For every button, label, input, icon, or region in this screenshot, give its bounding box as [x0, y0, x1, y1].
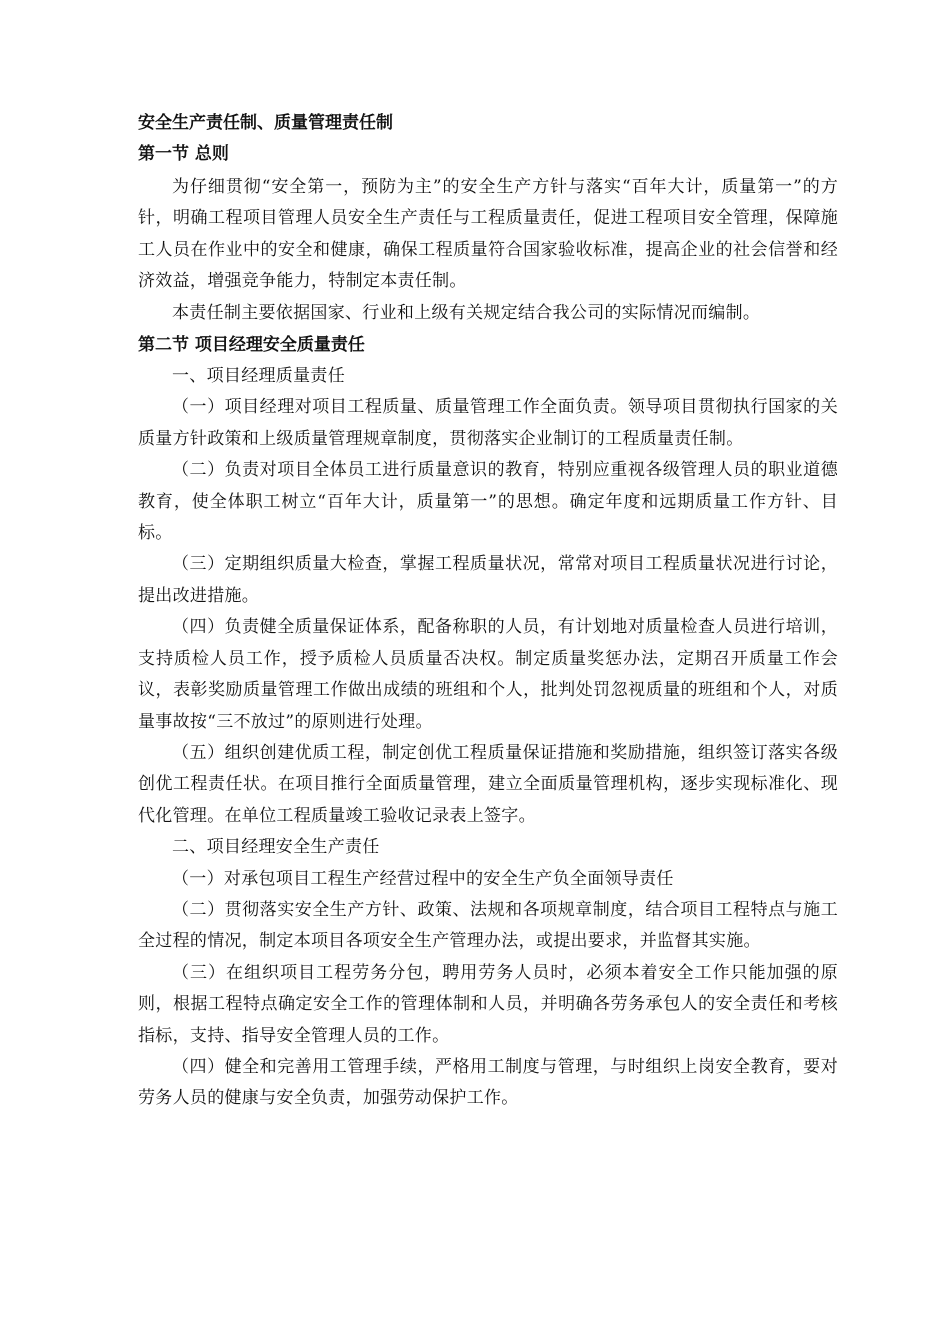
subsection-heading-quality: 一、项目经理质量责任 [172, 366, 345, 387]
list-item: （四）负责健全质量保证体系，配备称职的人员，有计划地对质量检查人员进行培训，支持质检人员工作，授予质检人员质量否决权。制定质量奖惩办法，定期召开质量工作会议，表彰奖励质量管理工作做出成绩的班组和个人，批判处罚忽视质量的班组和个人，对质量事故按“三不放过”的原则进行处理。 [138, 617, 838, 732]
list-item: （一）项目经理对项目工程质量、质量管理工作全面负责。领导项目贯彻执行国家的关质量方针政策和上级质量管理规章制度，贯彻落实企业制订的工程质量责任制。 [138, 397, 838, 449]
paragraph: 为仔细贯彻“安全第一，预防为主”的安全生产方针与落实“百年大计，质量第一”的方针，明确工程项目管理人员安全生产责任与工程质量责任，促进工程项目安全管理，保障施工人员在作业中的安全和健康，确保工程质量符合国家验收标准，提高企业的社会信誉和经济效益，增强竞争能力，特制定本责任制。 [138, 177, 838, 292]
document-page [138, 110, 838, 1115]
list-item: （二）负责对项目全体员工进行质量意识的教育，特别应重视各级管理人员的职业道德教育，使全体职工树立“百年大计，质量第一”的思想。确定年度和远期质量工作方针、目标。 [138, 460, 838, 544]
section-2-heading: 第二节 项目经理安全质量责任 [138, 335, 365, 356]
list-item: （三）定期组织质量大检查，掌握工程质量状况，常常对项目工程质量状况进行讨论，提出改进措施。 [138, 554, 838, 606]
subsection-heading-safety: 二、项目经理安全生产责任 [172, 837, 380, 858]
list-item: （三）在组织项目工程劳务分包，聘用劳务人员时，必须本着安全工作只能加强的原则，根据工程特点确定安全工作的管理体制和人员，并明确各劳务承包人的安全责任和考核指标，支持、指导安全管理人员的工作。 [138, 962, 838, 1046]
paragraph: 本责任制主要依据国家、行业和上级有关规定结合我公司的实际情况而编制。 [172, 302, 761, 323]
list-item: （一）对承包项目工程生产经营过程中的安全生产负全面领导责任 [172, 868, 674, 889]
document-title: 安全生产责任制、质量管理责任制 [138, 113, 393, 133]
list-item: （二）贯彻落实安全生产方针、政策、法规和各项规章制度，结合项目工程特点与施工全过程的情况，制定本项目各项安全生产管理办法，或提出要求，并监督其实施。 [138, 899, 838, 952]
list-item: （四）健全和完善用工管理手续，严格用工制度与管理，与时组织上岗安全教育，要对劳务人员的健康与安全负责，加强劳动保护工作。 [138, 1056, 838, 1109]
list-item: （五）组织创建优质工程，制定创优工程质量保证措施和奖励措施，组织签订落实各级创优工程责任状。在项目推行全面质量管理，建立全面质量管理机构，逐步实现标准化、现代化管理。在单位工程质量竣工验收记录表上签字。 [138, 742, 838, 826]
section-1-heading: 第一节 总则 [138, 144, 229, 164]
